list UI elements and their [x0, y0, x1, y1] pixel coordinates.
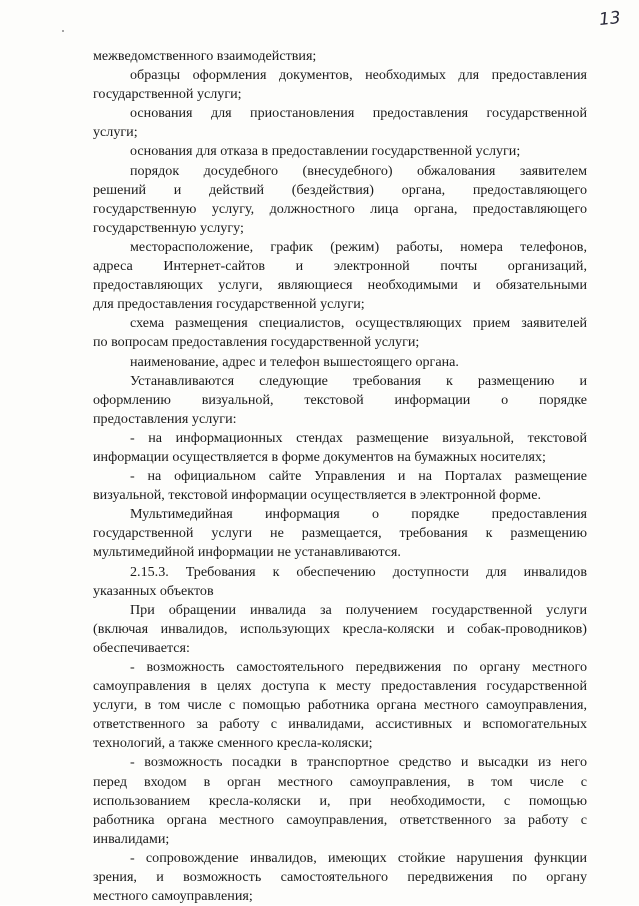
text-line: - на информационных стендах размещение визуальной, текстовой: [130, 429, 587, 446]
text-line: услуги, в том числе с помощью работника органа местного самоуправления,: [93, 697, 587, 714]
paragraph: [93, 372, 587, 429]
text-line: работника органа местного самоуправления, ответственного за работу с: [93, 811, 587, 828]
paragraph: [93, 47, 587, 66]
paragraph: [93, 753, 587, 848]
paragraph: [93, 467, 587, 505]
text-line: перед входом в орган местного самоуправления, в том числе с: [93, 773, 587, 790]
text-line: - сопровождение инвалидов, имеющих стойкие нарушения функции: [130, 849, 587, 866]
text-line: решений и действий (бездействия) органа, предоставляющего: [93, 181, 587, 198]
paragraph: [93, 658, 587, 753]
text-line: наименование, адрес и телефон вышестоящего органа.: [130, 353, 459, 370]
text-line: технологий, а также сменного кресла-коляски;: [93, 735, 373, 752]
paragraph: [93, 238, 587, 314]
paragraph: [93, 563, 587, 601]
paragraph: [93, 162, 587, 238]
text-line: адреса Интернет-сайтов и электронной почты организаций,: [93, 258, 587, 275]
page-number: 13: [598, 7, 622, 31]
text-line: зрения, и возможность самостоятельного передвижения по органу: [93, 869, 587, 886]
text-line: - на официальном сайте Управления и на Порталах размещение: [130, 468, 587, 485]
text-line: использованием кресла-коляски и, при необходимости, с помощью: [93, 792, 587, 809]
text-line: (включая инвалидов, использующих кресла-коляски и собак-проводников): [93, 620, 587, 637]
paragraph: [93, 314, 587, 352]
document-body: [93, 47, 587, 906]
text-line: государственную услугу;: [93, 219, 244, 236]
text-line: информации осуществляется в форме документов на бумажных носителях;: [93, 448, 546, 465]
text-line: государственную услугу, должностного лица органа, предоставляющего: [93, 200, 587, 217]
text-line: - возможность посадки в транспортное средство и высадки из него: [130, 754, 587, 771]
text-line: основания для отказа в предоставлении государственной услуги;: [130, 143, 521, 160]
text-line: месторасположение, график (режим) работы, номера телефонов,: [130, 238, 587, 255]
paragraph: [93, 849, 587, 906]
text-line: 2.15.3. Требования к обеспечению доступности для инвалидов: [130, 563, 587, 580]
paragraph: [93, 601, 587, 658]
text-line: государственной услуги;: [93, 86, 242, 103]
scan-speck: [62, 30, 64, 32]
text-line: основания для приостановления предоставления государственной: [130, 105, 587, 122]
text-line: предоставляющих услуги, являющиеся необходимыми и обязательными: [93, 277, 587, 294]
text-line: предоставления услуги:: [93, 410, 237, 427]
text-line: обеспечивается:: [93, 639, 190, 656]
text-line: ответственного за работу с инвалидами, ассистивных и вспомогательных: [93, 716, 587, 733]
paragraph: [93, 353, 587, 372]
paragraph: [93, 429, 587, 467]
text-line: услуги;: [93, 124, 138, 141]
text-line: инвалидами;: [93, 830, 170, 847]
paragraph: [93, 66, 587, 104]
text-line: Мультимедийная информация о порядке предоставления: [130, 506, 587, 523]
paragraph: [93, 142, 587, 161]
text-line: оформлению визуальной, текстовой информации о порядке: [93, 391, 587, 408]
text-line: визуальной, текстовой информации осуществляется в электронной форме.: [93, 487, 542, 504]
text-line: для предоставления государственной услуги;: [93, 296, 365, 313]
text-line: мультимедийной информации не устанавливаются.: [93, 544, 401, 561]
text-line: местного самоуправления;: [93, 888, 253, 905]
text-line: порядок досудебного (внесудебного) обжалования заявителем: [130, 162, 587, 179]
text-line: указанных объектов: [93, 582, 214, 599]
text-line: схема размещения специалистов, осуществляющих прием заявителей: [130, 315, 587, 332]
text-line: При обращении инвалида за получением государственной услуги: [130, 601, 587, 618]
paragraph: [93, 104, 587, 142]
text-line: - возможность самостоятельного передвижения по органу местного: [130, 659, 587, 675]
text-line: самоуправления в целях доступа к месту предоставления государственной: [93, 678, 587, 695]
text-line: Устанавливаются следующие требования к размещению и: [130, 372, 587, 389]
text-line: образцы оформления документов, необходимых для предоставления: [130, 67, 587, 84]
text-line: по вопросам предоставления государственной услуги;: [93, 334, 420, 351]
paragraph: [93, 505, 587, 562]
text-line: межведомственного взаимодействия;: [93, 48, 317, 64]
text-line: государственной услуги не размещается, требования к размещению: [93, 525, 587, 542]
